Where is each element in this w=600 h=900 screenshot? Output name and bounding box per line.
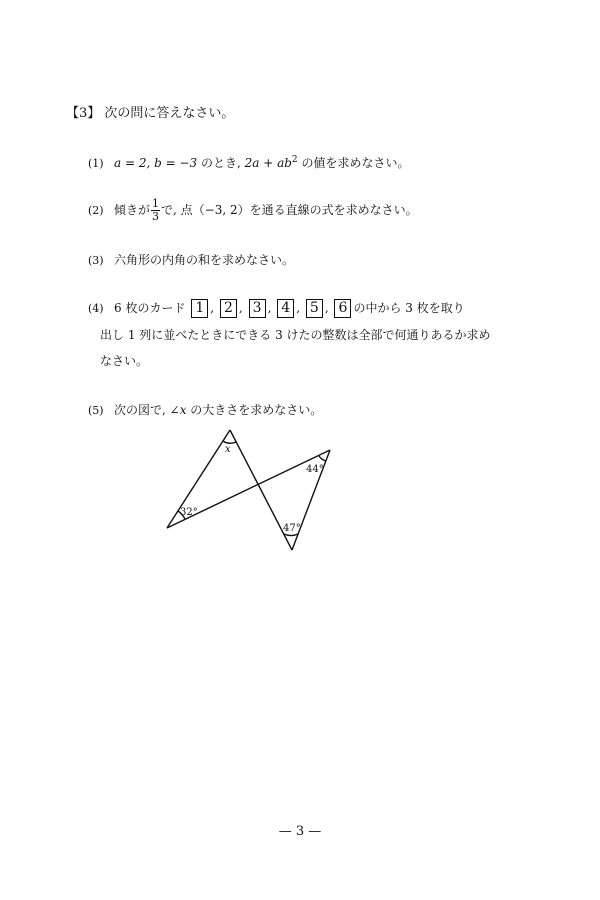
fraction-denominator: 3 [152,210,160,223]
card-3: 3 [249,299,266,318]
label-angle-x: x [225,444,231,455]
card-1: 1 [191,299,208,318]
card-4: 4 [277,299,294,318]
q5-angle: ∠x [169,403,187,417]
label-angle-44: 44° [306,464,324,475]
label-angle-47: 47° [283,523,301,534]
fraction-numerator: 1 [152,197,160,210]
question-number: (4) [88,302,104,315]
question-number: (5) [88,404,104,417]
q1-connector: のとき, [197,156,245,170]
q4-lead: 6 枚のカード [114,301,186,315]
q4-tail: の中から 3 枚を取り [353,301,465,315]
q4-line-3: なさい。 [100,354,149,368]
label-angle-32: 32° [180,507,198,518]
question-4: (4) 6 枚のカード 1 , 2 , 3 , 4 , 5 , 6 の中から 3 枚を取り 出し 1 列に並べたときにできる 3 けたの整数は全部で何通りあるか求め なさい。 [88,295,491,374]
q5-instruction: の大きさを求めなさい。 [186,403,323,417]
q1-condition: a = 2, b = −3 [114,156,198,170]
q3-text: 六角形の内角の和を求めなさい。 [114,253,295,267]
card-2: 2 [220,299,237,318]
card-5: 5 [306,299,323,318]
angle-arc-47 [284,534,298,536]
question-number: (1) [88,157,104,170]
q1-instruction: の値を求めなさい。 [297,156,410,170]
q5-lead: 次の図で, [114,403,170,417]
angle-arc-44 [319,456,326,461]
question-number: (3) [88,254,104,267]
section-header: 【3】 次の問に答えなさい。 [66,106,235,121]
q4-line-2: 出し 1 列に並べたときにできる 3 けたの整数は全部で何通りあるか求め [100,328,491,342]
q1-expression: 2a + ab [244,156,292,170]
q2-lead: 傾きが [114,203,151,217]
page-number: — 3 — [278,824,322,839]
angle-arc-x [223,441,236,443]
q2-instruction: で, 点（−3, 2）を通る直線の式を求めなさい。 [161,203,418,217]
card-6: 6 [334,299,351,318]
q1-exponent: 2 [291,155,298,165]
question-number: (2) [88,204,104,217]
